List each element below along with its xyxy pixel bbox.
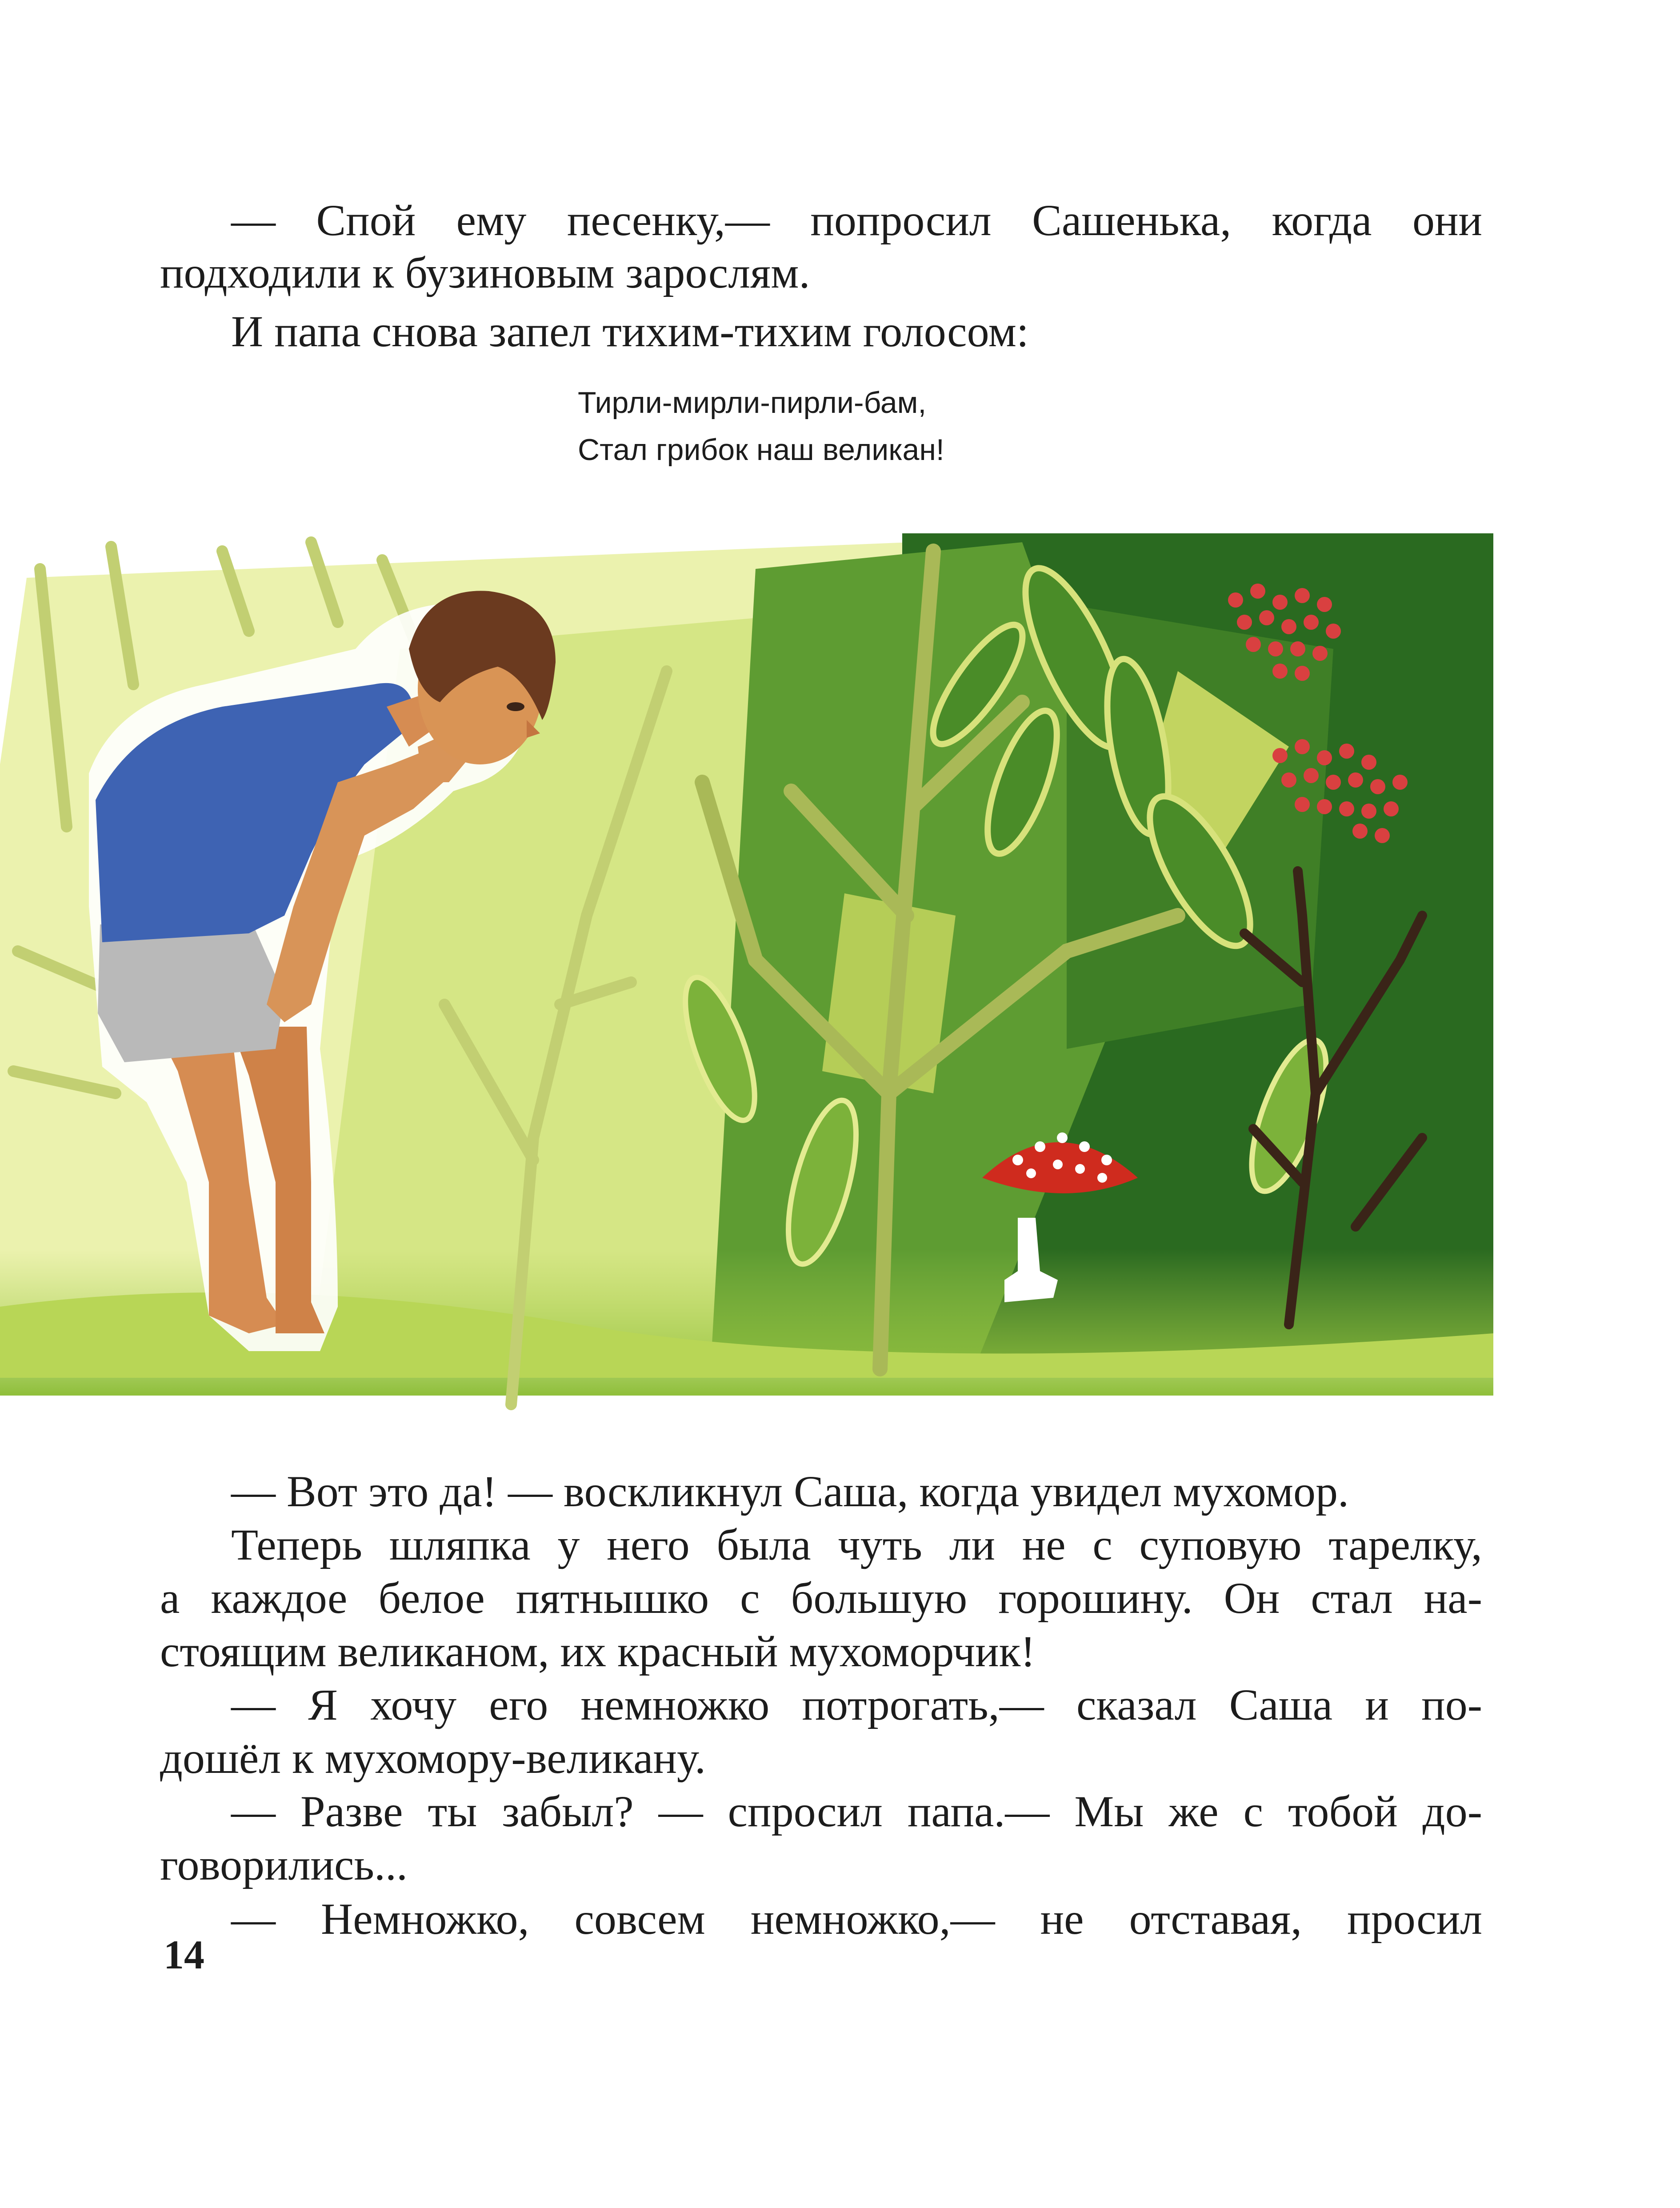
paragraph-line: Теперь шляпка у него была чуть ли не с суповую тарелку, xyxy=(231,1520,1482,1569)
paragraph-line: — Спой ему песенку,— попросил Сашенька, когда они xyxy=(231,196,1482,245)
paragraph-line: дошёл к мухомору-великану. xyxy=(160,1733,706,1783)
paragraph-line: подходили к бузиновым зарослям. xyxy=(160,248,810,297)
paragraph-line: говорились... xyxy=(160,1840,408,1889)
paragraph-line: стоящим великаном, их красный мухоморчик! xyxy=(160,1627,1036,1676)
illustration-boy-mushroom xyxy=(0,516,1680,1413)
paragraph-line: — Немножко, совсем немножко,— не отставая, просил xyxy=(231,1894,1482,1944)
paragraph-line: И папа снова запел тихим-тихим голосом: xyxy=(231,307,1029,356)
verse-line: Стал грибок наш великан! xyxy=(578,433,944,467)
paragraph-line: а каждое белое пятнышко с большую горошину. Он стал на- xyxy=(160,1573,1482,1623)
verse-line: Тирли-мирли-пирли-бам, xyxy=(578,386,927,420)
page-number: 14 xyxy=(164,1932,204,1977)
paragraph-line: — Я хочу его немножко потрогать,— сказал Саша и по- xyxy=(231,1680,1482,1729)
paragraph-line: — Вот это да! — воскликнул Саша, когда увидел мухомор. xyxy=(231,1467,1349,1516)
paragraph-line: — Разве ты забыл? — спросил папа.— Мы же с тобой до- xyxy=(231,1787,1482,1836)
